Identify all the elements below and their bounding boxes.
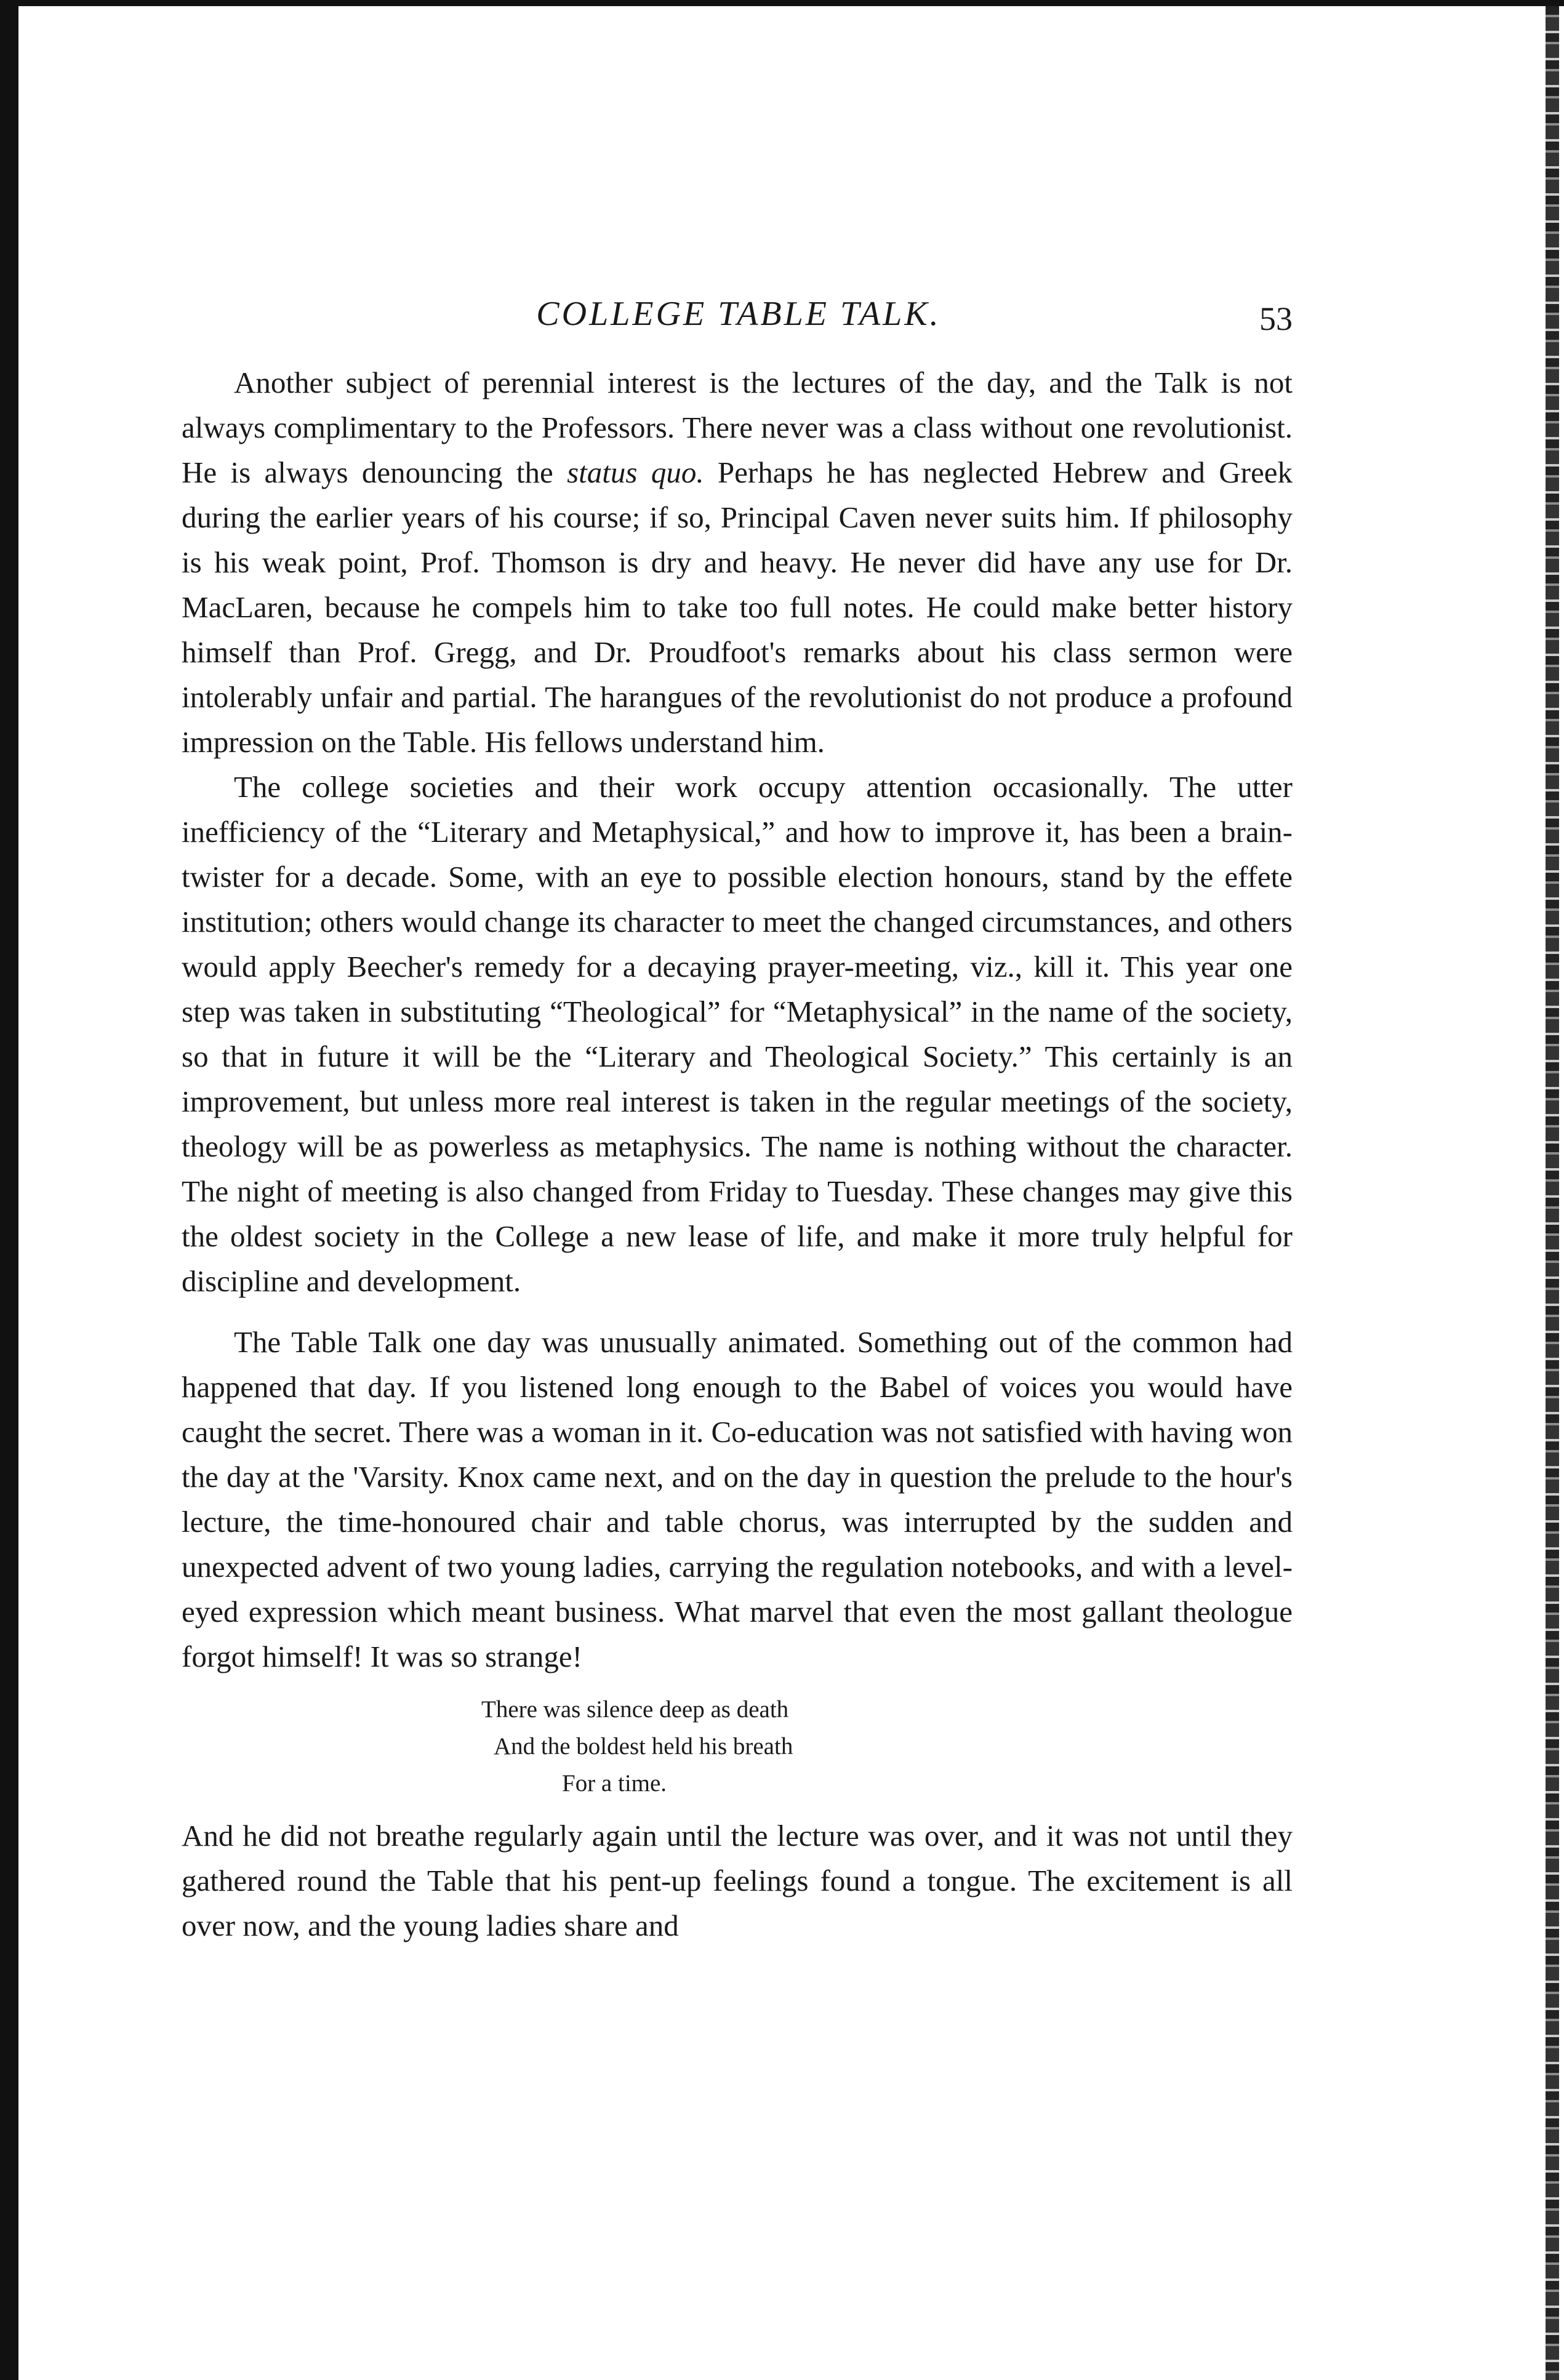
page-number: 53: [1259, 300, 1293, 337]
scan-top-edge: [0, 0, 1564, 6]
scan-right-edge: [1546, 6, 1559, 2380]
page-header: [185, 280, 1293, 348]
running-title: COLLEGE TABLE TALK.: [536, 295, 941, 333]
paragraph-continuation: And he did not breathe regularly again until the lecture was over, and it was not until they gathered round the Table that his pent-up feelings found a tongue. The excitement is all over now, and the young ladies share and: [182, 1819, 1293, 1942]
verse-line: For a time.: [562, 1770, 667, 1797]
italic-status-quo: status quo.: [567, 455, 704, 489]
scan-left-edge: [0, 0, 18, 2380]
paragraph-societies: The college societies and their work occupy attention occasionally. The utter inefficiency of the “Literary and Metaphysical,” and how to improve it, has been a brain-twister for a decade. Some, with an eye to possible election honours, stand by the effete institution; others would change its character to meet the changed circumstances, and others would apply Beecher's remedy for a decaying prayer-meeting, viz., kill it. This year one step was taken in substituting “Theological” for “Metaphysical” in the name of the society, so that in future it will be the “Literary and Theological Society.” This certainly is an improvement, but unless more real interest is taken in the regular meetings of the society, theology will be as powerless as metaphysics. The name is nothing without the character. The night of meeting is also changed from Friday to Tuesday. These changes may give this the oldest society in the College a new lease of life, and make it more truly helpful for discipline and development.: [182, 770, 1293, 1298]
paragraph-lectures-start: Another subject of perennial interest is the lectures of the day, and the Talk is not always complimentary to the Professors. There never was a class without one revolutionist. He is always denouncing the: [182, 366, 1293, 489]
paragraph-lectures-rest: Perhaps he has neglected Hebrew and Greek during the earlier years of his course; if so, Principal Caven never suits him. If philosophy is his weak point, Prof. Thomson is dry and heavy. He never did have any use for Dr. MacLaren, because he compels him to take too full notes. He could make better history himself than Prof. Gregg, and Dr. Proudfoot's remarks about his class sermon were intolerably unfair and partial. The harangues of the revolutionist do not produce a profound impression on the Table. His fellows understand him.: [182, 455, 1293, 759]
verse-line: And the boldest held his breath: [494, 1733, 793, 1760]
body-text: [182, 360, 1293, 1948]
verse-line: There was silence deep as death: [481, 1696, 789, 1723]
verse-quote: [182, 1691, 1293, 1802]
paragraph-table-talk: The Table Talk one day was unusually animated. Something out of the common had happened that day. If you listened long enough to the Babel of voices you would have caught the secret. There was a woman in it. Co-education was not satisfied with having won the day at the 'Varsity. Knox came next, and on the day in question the prelude to the hour's lecture, the time-honoured chair and table chorus, was interrupted by the sudden and unexpected advent of two young ladies, carrying the regulation notebooks, and with a level-eyed expression which meant business. What marvel that even the most gallant theologue forgot himself! It was so strange!: [182, 1325, 1293, 1673]
paragraph-lectures: [182, 360, 1293, 764]
